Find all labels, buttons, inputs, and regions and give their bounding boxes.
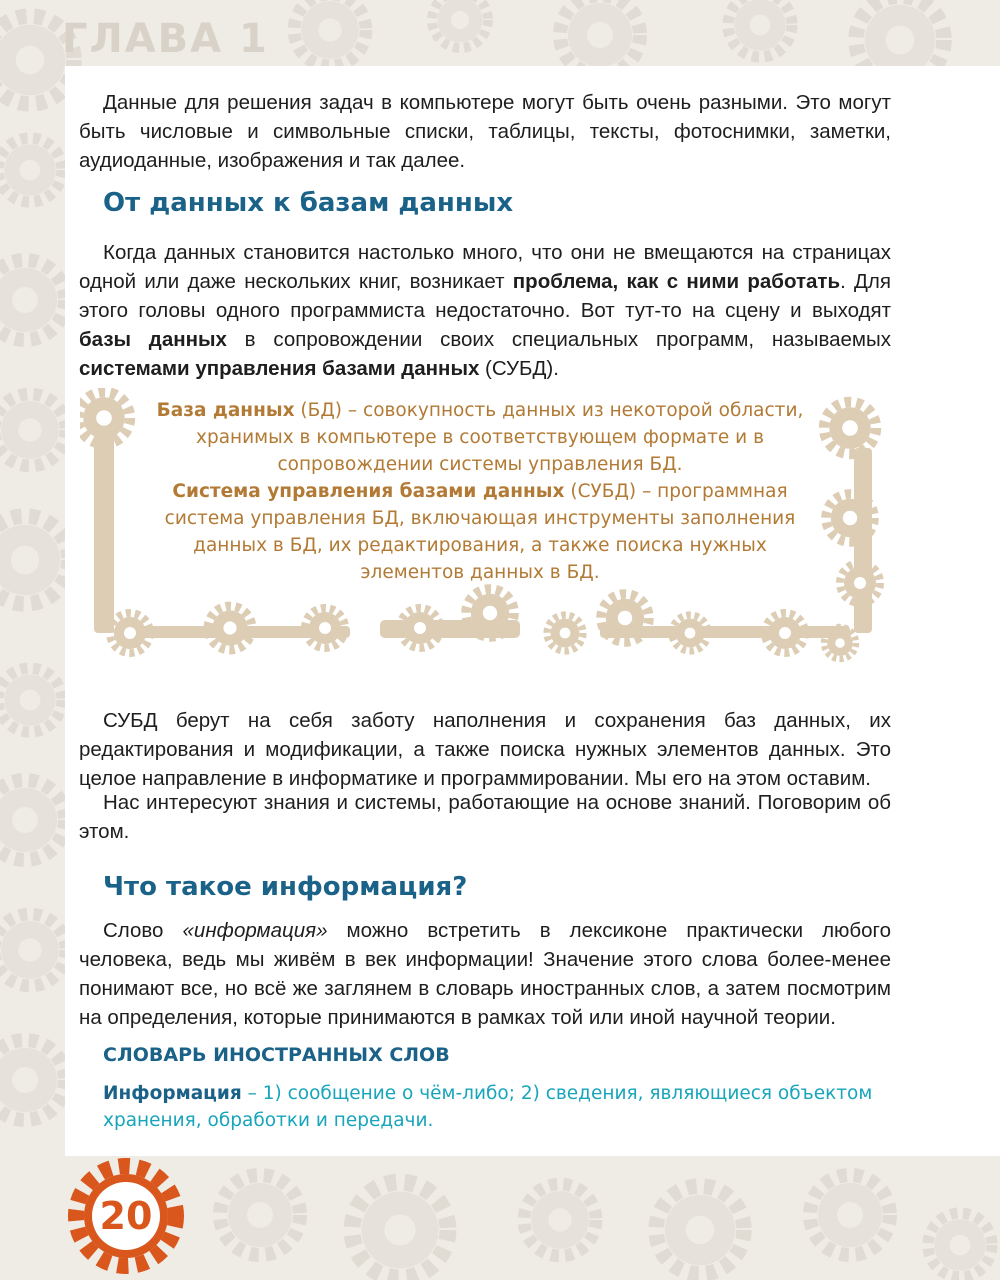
intro-paragraph: Данные для решения задач в компьютере могут быть очень разными. Это могут быть числовые и символьные списки, таблицы, тексты, фотоснимки, заметки, аудиоданные, изображения и так далее. — [79, 91, 891, 172]
section-heading-databases: От данных к базам данных — [103, 188, 514, 218]
definition-dbms: Система управления базами данных (СУБД) – программная система управления БД, включающая инструменты заполнения данных в БД, их редактирования, а также поиска нужных элементов данных в БД. — [164, 481, 796, 583]
definitions-box — [150, 397, 810, 586]
information-paragraph: Слово «информация» можно встретить в лексиконе практически любого человека, ведь мы живём в век информации! Значение этого слова более-менее понимают все, но всё же заглянем в словарь иностранных слов, а затем посмотрим на определения, которые принимаются в рамках той или иной научной теории. — [79, 919, 891, 1029]
chapter-label: ГЛАВА 1 — [62, 16, 269, 62]
dbms-paragraph: СУБД берут на себя заботу наполнения и сохранения баз данных, их редактирования и модификации, а также поиска нужных элементов данных. Это целое направление в информатике и программировании. Мы его на этом оставим. — [79, 709, 891, 790]
knowledge-paragraph: Нас интересуют знания и системы, работающие на основе знаний. Поговорим об этом. — [79, 791, 891, 843]
definition-database: База данных (БД) – совокупность данных из некоторой области, хранимых в компьютере в соответствующем формате и в сопровождении системы управления БД. — [156, 400, 804, 475]
section-heading-information: Что такое информация? — [103, 872, 468, 902]
databases-paragraph: Когда данных становится настолько много, что они не вмещаются на страницах одной или даже нескольких книг, возникает проблема, как с ними работать. Для этого головы одного программиста недостаточно. Вот тут-то на сцену и выходят базы данных в сопровождении своих специальных программ, называемых системами управления базами данных (СУБД). — [79, 241, 891, 380]
page-number: 20 — [99, 1194, 153, 1238]
dictionary-entry: Информация – 1) сообщение о чём-либо; 2) сведения, являющиеся объектом хранения, обработки и передачи. — [103, 1083, 873, 1131]
dictionary-title: СЛОВАРЬ ИНОСТРАННЫХ СЛОВ — [103, 1044, 450, 1066]
